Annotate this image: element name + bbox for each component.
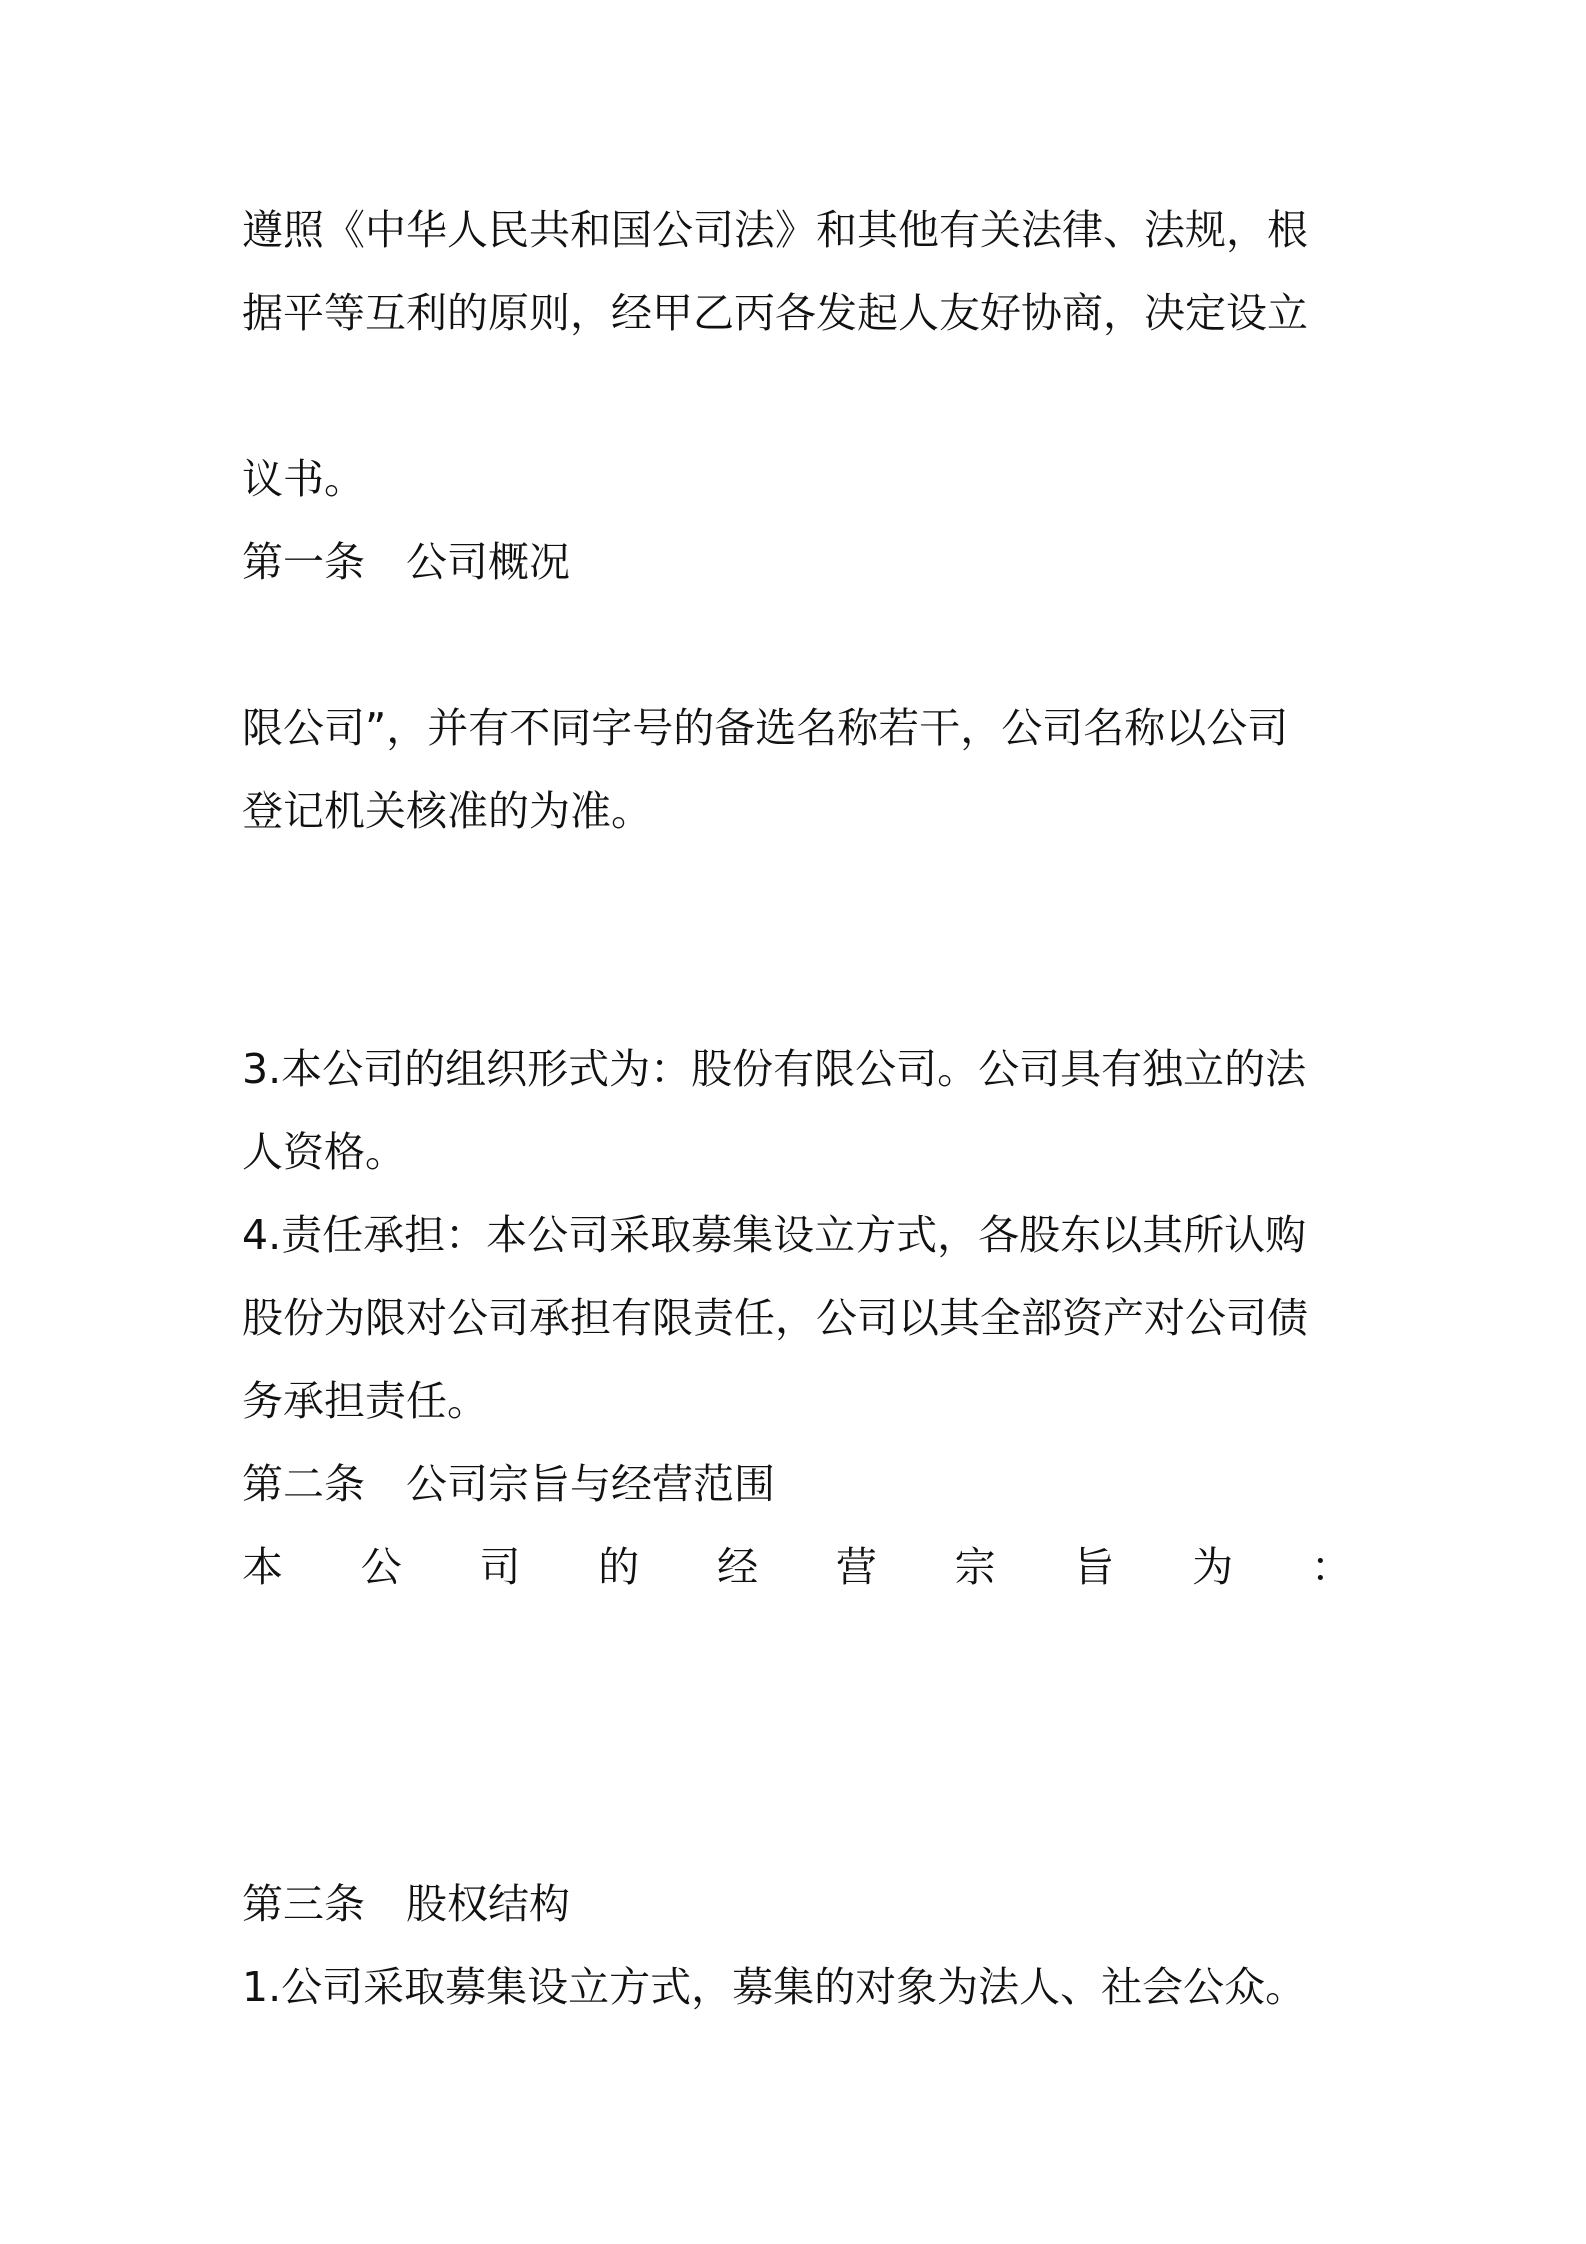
purpose-char: 公: [360, 1543, 402, 1591]
scope-line: [242, 1703, 1352, 1773]
purpose-char: ：: [1310, 1543, 1352, 1591]
item-3-line-2: 人资格。: [242, 1128, 406, 1176]
purpose-char: 的: [598, 1543, 640, 1591]
article-2-title: 第二条 公司宗旨与经营范围: [242, 1460, 775, 1508]
purpose-char: 司: [479, 1543, 521, 1591]
item-1-line-3: 登记机关核准的为准。: [242, 787, 652, 835]
item-2-line-2: [242, 951, 1352, 1021]
article-3-title: 第三条 股权结构: [242, 1880, 570, 1928]
intro-paragraph-line-3: [242, 361, 1352, 431]
item-3-1: 1.公司采取募集设立方式，募集的对象为法人、社会公众。: [242, 1963, 1307, 2011]
purpose-char: 本: [242, 1543, 283, 1591]
item-4-line-1: 4.责任承担：本公司采取募集设立方式，各股东以其所认购: [242, 1211, 1307, 1259]
item-4-line-2: 股份为限对公司承担有限责任，公司以其全部资产对公司债: [242, 1294, 1308, 1342]
purpose-char: 经: [717, 1543, 759, 1591]
purpose-line: [242, 1532, 1352, 1602]
intro-paragraph-line-1: 遵照《中华人民共和国公司法》和其他有关法律、法规，根: [242, 206, 1308, 254]
purpose-char: 营: [835, 1543, 877, 1591]
purpose-char: 旨: [1073, 1543, 1115, 1591]
article-1-title: 第一条 公司概况: [242, 538, 570, 586]
intro-paragraph-line-4: 议书。: [242, 455, 365, 503]
purpose-blank-line: [242, 1620, 1352, 1690]
purpose-char: 宗: [954, 1543, 996, 1591]
scope-blank-line: [242, 1786, 1352, 1856]
item-3-line-1: 3.本公司的组织形式为：股份有限公司。公司具有独立的法: [242, 1045, 1307, 1093]
purpose-char: 为: [1192, 1543, 1234, 1591]
item-4-line-3: 务承担责任。: [242, 1377, 488, 1425]
intro-paragraph-line-2: 据平等互利的原则，经甲乙丙各发起人友好协商，决定设立: [242, 289, 1308, 337]
item-1-line-2: 限公司”，并有不同字号的备选名称若干，公司名称以公司: [242, 704, 1289, 752]
item-1-line-1: [242, 610, 1352, 680]
item-2-line-1: [242, 868, 1352, 938]
